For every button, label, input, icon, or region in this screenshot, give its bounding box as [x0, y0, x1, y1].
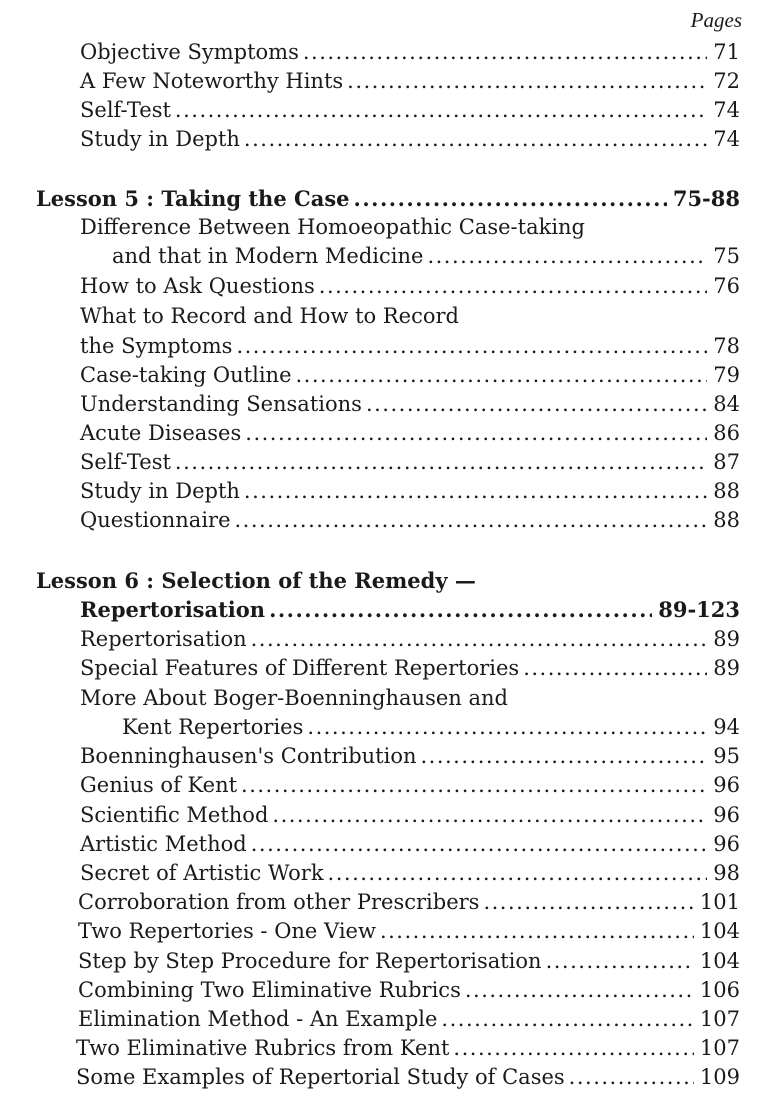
- dot-leader: [523, 654, 707, 683]
- page-number: 107: [699, 1036, 740, 1060]
- page-number: 89: [713, 627, 740, 651]
- entry-title: Step by Step Procedure for Repertorisation: [78, 949, 542, 973]
- dot-leader: [296, 361, 708, 390]
- entry-title: Repertorisation: [80, 597, 266, 622]
- dot-leader: [175, 448, 707, 477]
- entry-title: Boenninghausen's Contribution: [80, 744, 417, 768]
- toc-entry: [80, 448, 740, 477]
- toc-entry-continuation: [122, 713, 740, 742]
- entry-title: Acute Diseases: [80, 421, 242, 445]
- toc-entry: [80, 361, 740, 390]
- page-number: 106: [699, 978, 740, 1002]
- dot-leader: [420, 742, 707, 771]
- toc-entry: [76, 1063, 740, 1092]
- dot-leader: [366, 390, 707, 419]
- entry-title: What to Record and How to Record: [80, 304, 459, 328]
- lesson-heading: [36, 566, 740, 595]
- page-number: 87: [713, 450, 740, 474]
- entry-title: Combining Two Eliminative Rubrics: [78, 978, 461, 1002]
- dot-leader: [235, 506, 708, 535]
- dot-leader: [465, 976, 694, 1005]
- entry-title: Genius of Kent: [80, 773, 238, 797]
- page-number: 88: [713, 508, 740, 532]
- entry-title: Case-taking Outline: [80, 363, 292, 387]
- toc-entry-continuation: [80, 332, 740, 361]
- dot-leader: [453, 1034, 693, 1063]
- page-number: 74: [713, 127, 740, 151]
- entry-title: the Symptoms: [80, 334, 233, 358]
- toc-entry: [78, 917, 740, 946]
- toc-entry: [78, 888, 740, 917]
- entry-title: Two Eliminative Rubrics from Kent: [76, 1036, 450, 1060]
- entry-title: and that in Modern Medicine: [112, 244, 424, 268]
- entry-title: Questionnaire: [80, 508, 231, 532]
- page-number: 76: [713, 274, 740, 298]
- dot-leader: [244, 477, 707, 506]
- dot-leader: [354, 184, 667, 213]
- entry-title: Secret of Artistic Work: [80, 861, 324, 885]
- page-number: 84: [713, 392, 740, 416]
- dot-leader: [272, 801, 707, 830]
- entry-title: Two Repertories - One View: [78, 919, 376, 943]
- toc-entry: [80, 419, 740, 448]
- dot-leader: [241, 771, 707, 800]
- dot-leader: [303, 38, 707, 67]
- entry-title: Objective Symptoms: [80, 40, 299, 64]
- dot-leader: [569, 1063, 694, 1092]
- toc-entry: [80, 213, 740, 242]
- entry-title: Some Examples of Repertorial Study of Cases: [76, 1065, 565, 1089]
- page-number: 101: [699, 890, 740, 914]
- page-number: 95: [713, 744, 740, 768]
- entry-title: Scientific Method: [80, 803, 269, 827]
- dot-leader: [236, 332, 707, 361]
- lesson-heading-continuation: [80, 595, 740, 624]
- dot-leader: [347, 67, 707, 96]
- page-number: 98: [713, 861, 740, 885]
- entry-title: Lesson 5 : Taking the Case: [36, 186, 350, 211]
- toc-entry: [78, 976, 740, 1005]
- dot-leader: [245, 419, 707, 448]
- toc-entry: [80, 390, 740, 419]
- dot-leader: [244, 125, 707, 154]
- toc-entry: [80, 96, 740, 125]
- lesson-heading: [36, 184, 740, 213]
- toc-entry: [80, 654, 740, 683]
- toc-entry: [80, 801, 740, 830]
- toc-entry: [80, 506, 740, 535]
- toc-entry: [80, 302, 740, 331]
- toc-entry: [80, 771, 740, 800]
- entry-title: How to Ask Questions: [80, 274, 315, 298]
- page-number: 71: [713, 40, 740, 64]
- page-number: 75: [713, 244, 740, 268]
- toc-entry: [80, 38, 740, 67]
- toc-entry: [80, 859, 740, 888]
- entry-title: A Few Noteworthy Hints: [80, 69, 344, 93]
- dot-leader: [427, 242, 707, 271]
- toc-entry-continuation: [112, 242, 740, 271]
- page-number: 74: [713, 98, 740, 122]
- dot-leader: [175, 96, 707, 125]
- dot-leader: [307, 713, 707, 742]
- dot-leader: [251, 830, 708, 859]
- entry-title: Elimination Method - An Example: [78, 1007, 438, 1031]
- entry-title: Corroboration from other Prescribers: [78, 890, 480, 914]
- dot-leader: [319, 272, 708, 301]
- toc-entry: [80, 272, 740, 301]
- toc-entry: [80, 67, 740, 96]
- page-number: 107: [699, 1007, 740, 1031]
- page-number: 88: [713, 479, 740, 503]
- toc-entry: [80, 625, 740, 654]
- dot-leader: [328, 859, 708, 888]
- toc-entry: [80, 125, 740, 154]
- page-number: 96: [713, 832, 740, 856]
- entry-title: Study in Depth: [80, 127, 240, 151]
- page-number: 96: [713, 773, 740, 797]
- page-number: 104: [699, 919, 740, 943]
- dot-leader: [380, 917, 694, 946]
- page-number-range: 75-88: [672, 186, 740, 211]
- entry-title: Kent Repertories: [122, 715, 304, 739]
- page-number: 78: [713, 334, 740, 358]
- dot-leader: [546, 947, 694, 976]
- entry-title: Artistic Method: [80, 832, 247, 856]
- page-number: 89: [713, 656, 740, 680]
- dot-leader: [483, 888, 693, 917]
- entry-title: More About Boger-Boenninghausen and: [80, 686, 508, 710]
- toc-entry: [80, 684, 740, 713]
- toc-entry: [78, 1005, 740, 1034]
- page-number: 72: [713, 69, 740, 93]
- entry-title: Understanding Sensations: [80, 392, 362, 416]
- entry-title: Study in Depth: [80, 479, 240, 503]
- toc-entry: [80, 477, 740, 506]
- page-number: 104: [699, 949, 740, 973]
- entry-title: Self-Test: [80, 98, 171, 122]
- dot-leader: [441, 1005, 693, 1034]
- page-number: 96: [713, 803, 740, 827]
- entry-title: Repertorisation: [80, 627, 247, 651]
- toc-entry: [76, 1034, 740, 1063]
- entry-title: Special Features of Different Repertories: [80, 656, 520, 680]
- dot-leader: [269, 595, 652, 624]
- page-number: 94: [713, 715, 740, 739]
- page-number: 79: [713, 363, 740, 387]
- toc-entry: [80, 742, 740, 771]
- page-number: 86: [713, 421, 740, 445]
- toc-entry: [80, 830, 740, 859]
- toc-entry: [78, 947, 740, 976]
- page-number-range: 89-123: [658, 597, 740, 622]
- dot-leader: [251, 625, 708, 654]
- pages-column-header: Pages: [690, 8, 742, 32]
- entry-title: Self-Test: [80, 450, 171, 474]
- page-number: 109: [699, 1065, 740, 1089]
- entry-title: Lesson 6 : Selection of the Remedy —: [36, 568, 476, 593]
- entry-title: Difference Between Homoeopathic Case-taking: [80, 215, 586, 239]
